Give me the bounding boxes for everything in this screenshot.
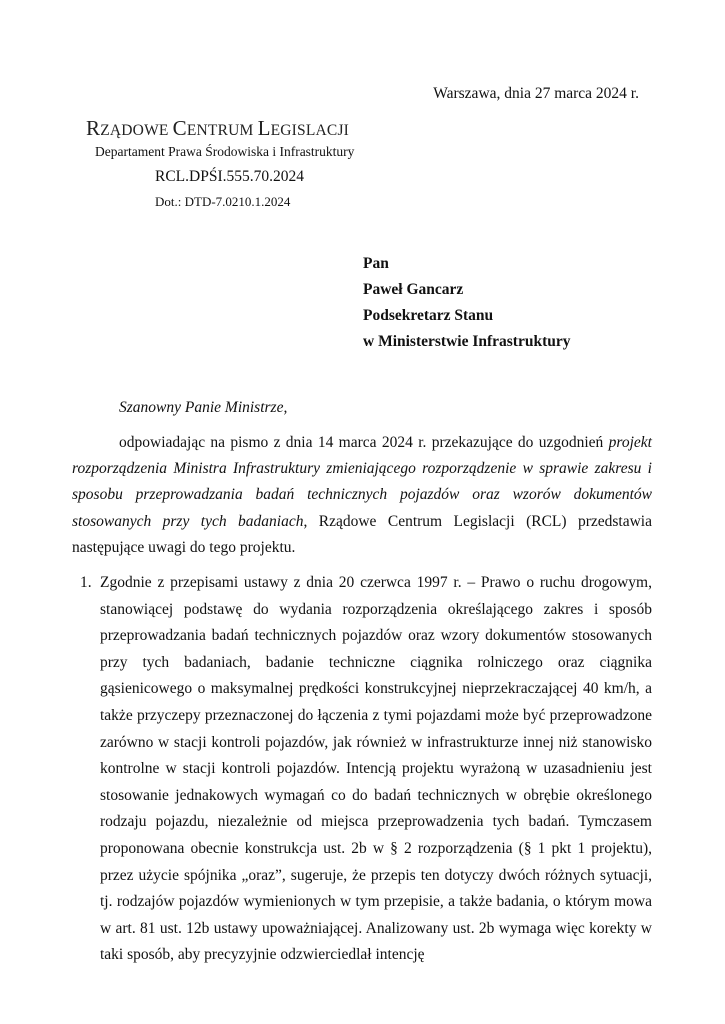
org-rest-1: ZĄDOWE — [100, 122, 173, 139]
intro-text-2: , Rządowe Centrum Legislacji (RCL) przedstawia następujące uwagi do tego projektu. — [72, 512, 652, 556]
recipient-institution: w Ministerstwie Infrastruktury — [363, 333, 571, 350]
org-initial-1: R — [86, 116, 101, 140]
case-signature: RCL.DPŚI.555.70.2024 — [155, 168, 304, 185]
remark-number: 1. — [80, 574, 92, 591]
greeting: Szanowny Panie Ministrze, — [119, 399, 288, 416]
org-initial-2: C — [172, 116, 187, 140]
intro-paragraph — [72, 430, 652, 561]
reference-number: Dot.: DTD-7.0210.1.2024 — [155, 194, 291, 209]
remark-text: Zgodnie z przepisami ustawy z dnia 20 czerwca 1997 r. – Prawo o ruchu drogowym, stanowiącej podstawę do wydania rozporządzenia określającego zakres i sposób przeprowadzania badań technicznych pojazdów oraz wzory dokumentów stosowanych przy tych badaniach, badanie techniczne ciągnika rolniczego oraz ciągnika gąsienicowego o maksymalnej prędkości konstrukcyjnej nieprzekraczającej 40 km/h, a także przyczepy przeznaczonej do łączenia z tymi pojazdami może być przeprowadzone zarówno w stacji kontroli pojazdów, jak również w infrastrukturze innej niż stanowisko kontrolne w stacji kontroli pojazdów. Intencją projektu wyrażoną w uzasadnieniu jest stosowanie jednakowych wymagań co do badań technicznych w obrębie określonego rodzaju pojazdu, niezależnie od miejsca przeprowadzenia tych badań. Tymczasem proponowana obecnie konstrukcja ust. 2b w § 2 rozporządzenia (§ 1 pkt 1 projektu), przez użycie spójnika „oraz”, sugeruje, że przepis ten dotyczy dwóch różnych sytuacji, tj. rodzajów pojazdów wymienionych w tym przepisie, a także badania, o którym mowa w art. 81 ust. 12b ustawy upoważniającej. Analizowany ust. 2b wymaga więc korekty w taki sposób, aby precyzyjnie odzwierciedlał intencję — [100, 574, 652, 964]
sender-department: Departament Prawa Środowiska i Infrastruktury — [95, 144, 355, 159]
org-rest-2: ENTRUM — [186, 122, 258, 139]
recipient-position: Podsekretarz Stanu — [363, 307, 494, 324]
org-initial-3: L — [257, 116, 271, 140]
regulation-title: projekt rozporządzenia Ministra Infrastruktury zmieniającego rozporządzenie w sprawie zakresu i sposobu przeprowadzania badań technicznych pojazdów oraz wzorów dokumentów stosowanych przy tych badaniach — [72, 434, 652, 530]
recipient-name: Paweł Gancarz — [363, 281, 464, 298]
remark-item-1 — [80, 570, 652, 969]
org-rest-3: EGISLACJI — [270, 122, 350, 139]
recipient-salutation: Pan — [363, 255, 389, 272]
sender-organization — [86, 116, 349, 141]
place-date: Warszawa, dnia 27 marca 2024 r. — [433, 85, 639, 102]
intro-text-1: odpowiadając na pismo z dnia 14 marca 2024 r. przekazujące do uzgodnień — [119, 434, 609, 451]
